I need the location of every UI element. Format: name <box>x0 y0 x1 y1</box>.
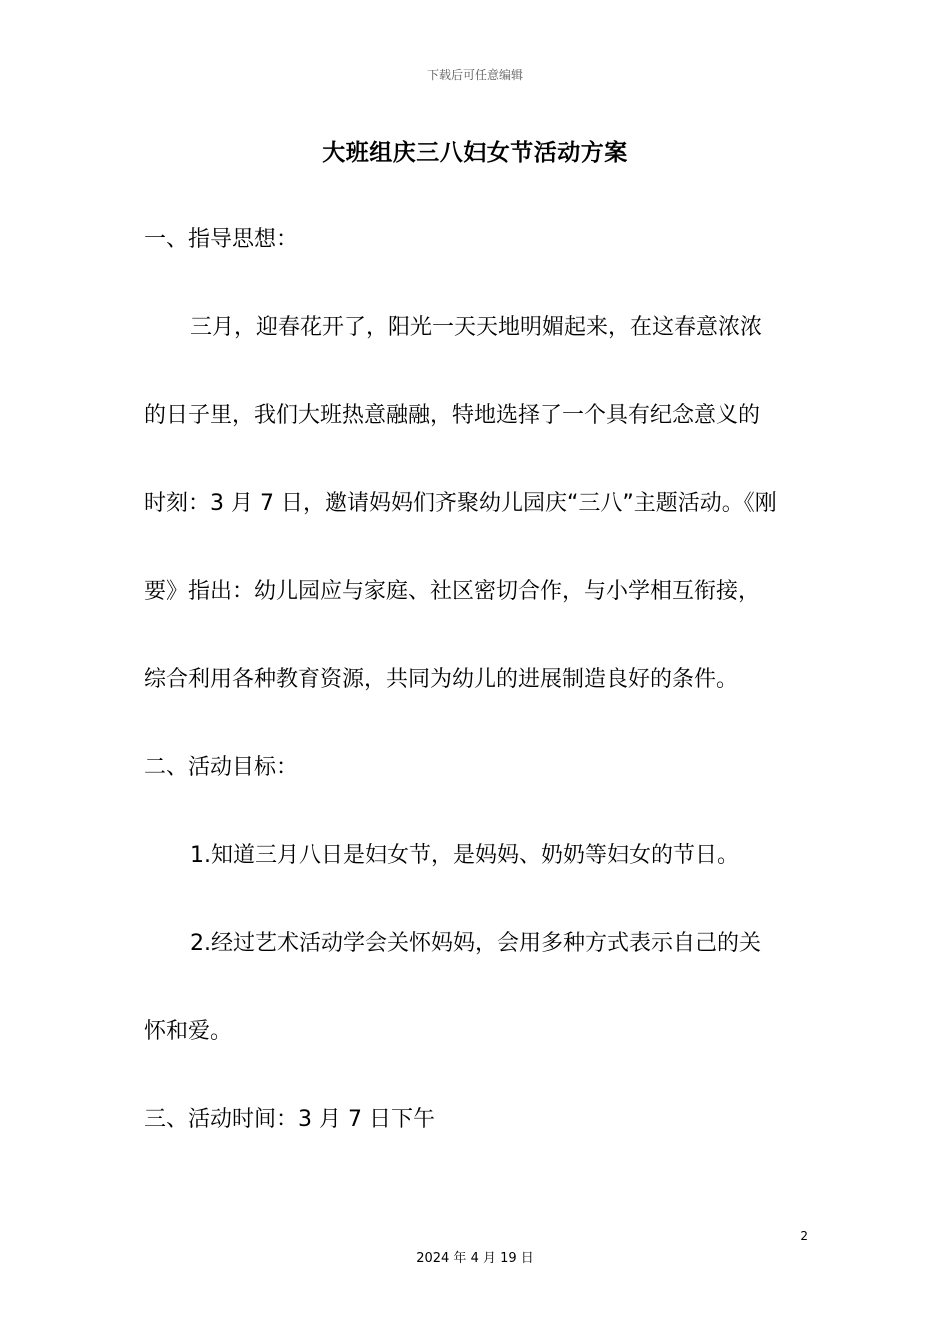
section-heading-activity-goals: 二、活动目标： <box>144 755 299 780</box>
paragraph-line: 三月，迎春花开了，阳光一天天地明媚起来，在这春意浓浓 <box>190 315 763 340</box>
footer-date: 2024 年 4 月 19 日 <box>416 1251 534 1266</box>
paragraph-line: 要》指出：幼儿园应与家庭、社区密切合作，与小学相互衔接， <box>144 579 761 604</box>
section-heading-guiding-thought: 一、指导思想： <box>144 227 299 252</box>
section-heading-activity-time: 三、活动时间：3 月 7 日下午 <box>144 1107 435 1132</box>
paragraph-line: 的日子里，我们大班热意融融，特地选择了一个具有纪念意义的 <box>144 403 761 428</box>
document-title: 大班组庆三八妇女节活动方案 <box>322 140 628 166</box>
paragraph-line: 时刻：3 月 7 日，邀请妈妈们齐聚幼儿园庆“三八”主题活动。《刚 <box>144 491 777 516</box>
paragraph-line: 综合利用各种教育资源，共同为幼儿的进展制造良好的条件。 <box>144 667 739 692</box>
goal-item-2: 2.经过艺术活动学会关怀妈妈，会用多种方式表示自己的关 <box>190 931 761 956</box>
goal-item-2-continued: 怀和爱。 <box>144 1019 233 1044</box>
goal-item-1: 1.知道三月八日是妇女节，是妈妈、奶奶等妇女的节日。 <box>190 843 739 868</box>
document-body <box>144 196 808 1164</box>
page-number: 2 <box>800 1229 808 1243</box>
header-note: 下载后可任意编辑 <box>426 68 523 82</box>
